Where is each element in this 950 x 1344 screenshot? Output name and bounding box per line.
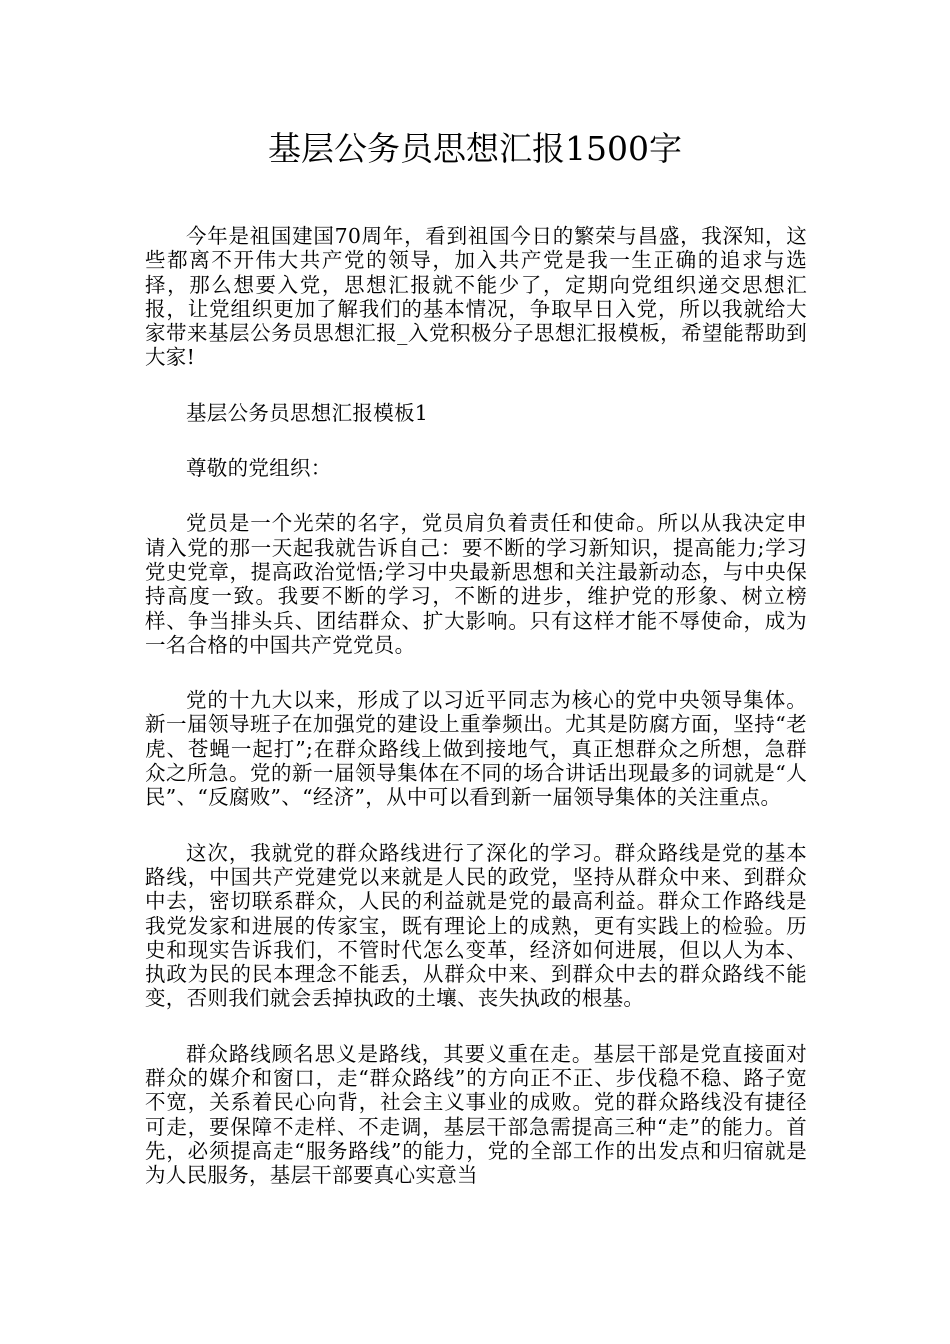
salutation: 尊敬的党组织： [186,456,332,481]
template-heading: 基层公务员思想汇报模板1 [186,400,429,425]
intro-paragraph: 今年是祖国建国70周年，看到祖国今日的繁荣与昌盛，我深知，这些都离不开伟大共产党的领导，加入共产党是我一生正确的追求与选择，那么想要入党，思想汇报就不能少了，定期向党组织递交思想汇报，让党组织更加了解我们的基本情况，争取早日入党，所以我就给大家带来基层公务员思想汇报_入党积极分子思想汇报模板，希望能帮助到大家! [145,224,807,370]
body-paragraph: 这次，我就党的群众路线进行了深化的学习。群众路线是党的基本路线，中国共产党建党以来就是人民的政党，坚持从群众中来、到群众中去，密切联系群众，人民的利益就是党的最高利益。群众工作路线是我党发家和进展的传家宝，既有理论上的成熟，更有实践上的检验。历史和现实告诉我们，不管时代怎么变革，经济如何进展，但以人为本、执政为民的民本理念不能丢，从群众中来、到群众中去的群众路线不能变，否则我们就会丢掉执政的土壤、丧失执政的根基。 [145,840,807,1011]
body-paragraph: 党的十九大以来，形成了以习近平同志为核心的党中央领导集体。新一届领导班子在加强党的建设上重拳频出。尤其是防腐方面，坚持“老虎、苍蝇一起打”;在群众路线上做到接地气，真正想群众之所想，急群众之所急。党的新一届领导集体在不同的场合讲话出现最多的词就是“人民”、“反腐败”、“经济”，从中可以看到新一届领导集体的关注重点。 [145,688,807,810]
body-paragraph: 党员是一个光荣的名字，党员肩负着责任和使命。所以从我决定申请入党的那一天起我就告诉自己：要不断的学习新知识，提高能力;学习党史党章，提高政治觉悟;学习中央最新思想和关注最新动态，与中央保持高度一致。我要不断的学习，不断的进步，维护党的形象、树立榜样、争当排头兵、团结群众、扩大影响。只有这样才能不辱使命，成为一名合格的中国共产党党员。 [145,511,807,657]
document-title: 基层公务员思想汇报1500字 [268,129,682,168]
document-body [145,224,807,1219]
body-paragraph: 群众路线顾名思义是路线，其要义重在走。基层干部是党直接面对群众的媒介和窗口，走“群众路线”的方向正不正、步伐稳不稳、路子宽不宽，关系着民心向背，社会主义事业的成败。党的群众路线没有捷径可走，要保障不走样、不走调，基层干部急需提高三种“走”的能力。首先，必须提高走“服务路线”的能力，党的全部工作的出发点和归宿就是为人民服务，基层干部要真心实意当 [145,1041,807,1188]
